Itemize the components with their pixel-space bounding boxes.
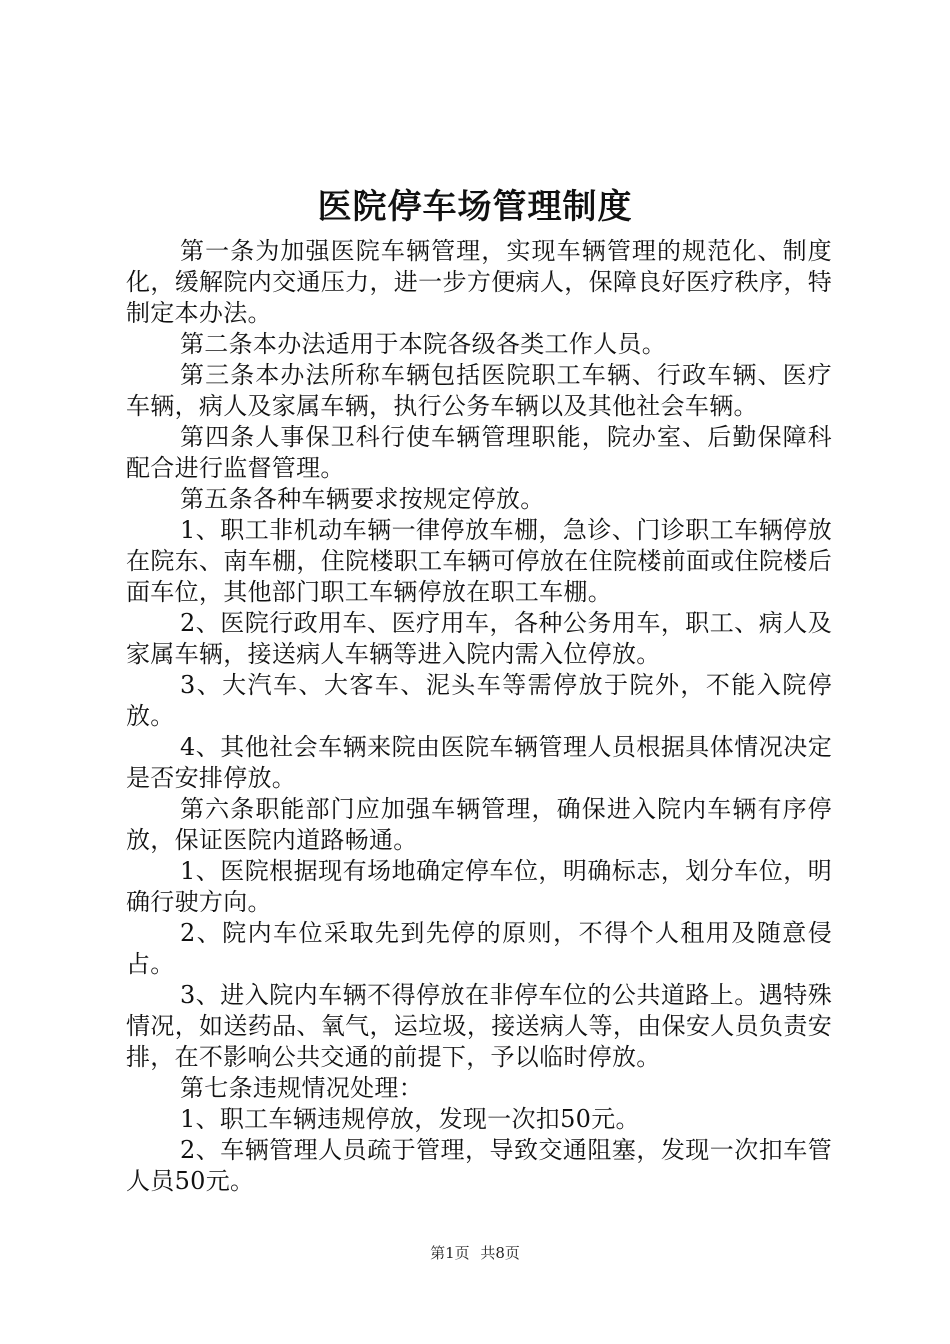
paragraph: 3、进入院内车辆不得停放在非停车位的公共道路上。遇特殊情况，如送药品、氧气，运垃圾，接送病人等，由保安人员负责安排，在不影响公共交通的前提下，予以临时停放。 bbox=[126, 981, 832, 1071]
paragraph: 1、医院根据现有场地确定停车位，明确标志，划分车位，明确行驶方向。 bbox=[126, 857, 832, 916]
paragraph: 3、大汽车、大客车、泥头车等需停放于院外，不能入院停放。 bbox=[126, 671, 832, 730]
page-total: 共8页 bbox=[480, 1244, 520, 1262]
paragraph: 2、院内车位采取先到先停的原则，不得个人租用及随意侵占。 bbox=[126, 919, 832, 978]
paragraph: 1、职工车辆违规停放，发现一次扣50元。 bbox=[180, 1105, 640, 1133]
document-body bbox=[126, 236, 832, 1197]
page-number: 第1页 bbox=[430, 1244, 470, 1262]
paragraph: 第四条人事保卫科行使车辆管理职能，院办室、后勤保障科配合进行监督管理。 bbox=[126, 423, 832, 482]
paragraph: 2、车辆管理人员疏于管理，导致交通阻塞，发现一次扣车管人员50元。 bbox=[126, 1136, 832, 1195]
paragraph: 1、职工非机动车辆一律停放车棚，急诊、门诊职工车辆停放在院东、南车棚，住院楼职工车辆可停放在住院楼前面或住院楼后面车位，其他部门职工车辆停放在职工车棚。 bbox=[126, 516, 832, 606]
paragraph: 第二条本办法适用于本院各级各类工作人员。 bbox=[180, 330, 666, 358]
paragraph: 4、其他社会车辆来院由医院车辆管理人员根据具体情况决定是否安排停放。 bbox=[126, 733, 832, 792]
document-title: 医院停车场管理制度 bbox=[317, 187, 633, 227]
paragraph: 第一条为加强医院车辆管理，实现车辆管理的规范化、制度化，缓解院内交通压力，进一步方便病人，保障良好医疗秩序，特制定本办法。 bbox=[126, 237, 832, 327]
paragraph: 第三条本办法所称车辆包括医院职工车辆、行政车辆、医疗车辆，病人及家属车辆，执行公务车辆以及其他社会车辆。 bbox=[126, 361, 832, 420]
paragraph: 第七条违规情况处理： bbox=[180, 1074, 423, 1102]
paragraph: 第五条各种车辆要求按规定停放。 bbox=[180, 485, 545, 513]
paragraph: 第六条职能部门应加强车辆管理，确保进入院内车辆有序停放，保证医院内道路畅通。 bbox=[126, 795, 832, 854]
paragraph: 2、医院行政用车、医疗用车，各种公务用车，职工、病人及家属车辆，接送病人车辆等进入院内需入位停放。 bbox=[126, 609, 832, 668]
page-footer bbox=[0, 1243, 950, 1263]
